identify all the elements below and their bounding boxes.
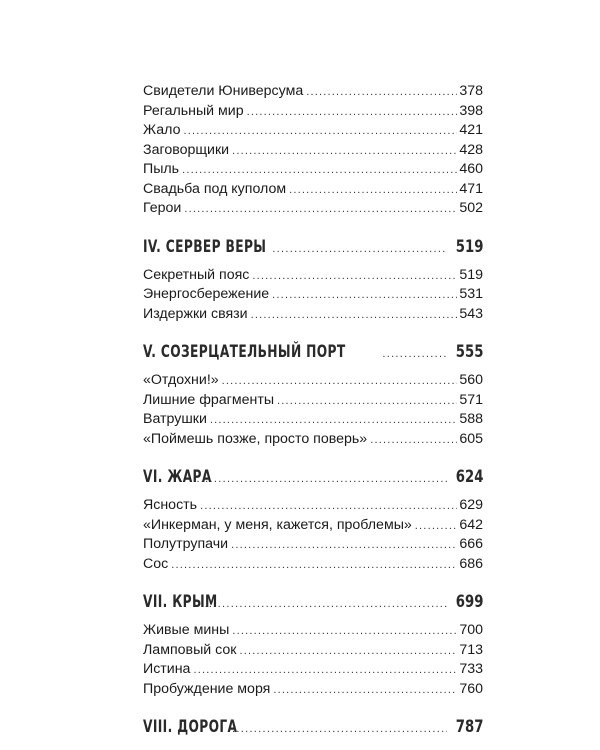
dot-leader — [306, 83, 457, 103]
dot-leader — [184, 200, 457, 220]
toc-entry-page: 421 — [459, 122, 483, 138]
toc-entry-title: Жало — [143, 122, 181, 138]
toc-entry-page: 571 — [459, 391, 483, 408]
toc-entry — [143, 516, 483, 536]
toc-entry — [143, 430, 483, 450]
dot-leader — [239, 642, 457, 662]
dot-leader — [222, 372, 458, 392]
toc-section-heading — [143, 584, 483, 620]
toc-entry-page: 519 — [459, 266, 483, 283]
dot-leader — [272, 286, 457, 306]
toc-entry — [143, 641, 483, 661]
toc-entry-title: Издержки связи — [143, 305, 248, 322]
toc-entry-page: 760 — [459, 680, 483, 697]
toc-entry-page: 428 — [459, 141, 483, 158]
toc-entry-page: 460 — [459, 161, 483, 177]
toc-entry-page: 588 — [459, 411, 483, 427]
toc-entry-page: 700 — [459, 622, 483, 638]
toc-entry — [143, 621, 483, 641]
toc-section-page: 624 — [455, 467, 483, 487]
toc-entry-title: Энергосбережение — [143, 286, 270, 302]
toc-entry — [143, 180, 483, 200]
dot-leader — [247, 103, 458, 123]
toc-entry-title: «Инкерман, у меня, кажется, проблемы» — [143, 516, 412, 533]
toc-entry-title: Заговорщики — [143, 141, 230, 158]
toc-entry — [143, 141, 483, 161]
toc-entry-page: 629 — [459, 497, 483, 513]
toc-entry-title: Пыль — [143, 161, 180, 177]
toc-section-heading — [143, 229, 483, 265]
toc-section-title: VIII. ДОРОГА — [143, 717, 238, 737]
toc-entry-page: 378 — [459, 83, 483, 99]
dot-leader — [196, 461, 446, 497]
dot-leader — [232, 142, 457, 162]
toc-section-page: 699 — [455, 592, 483, 612]
toc-entry-title: Регальный мир — [143, 102, 244, 119]
dot-leader — [232, 711, 446, 747]
dot-leader — [289, 181, 457, 201]
toc-entry-title: Герои — [143, 200, 182, 216]
toc-entry-title: Истина — [143, 661, 191, 677]
dot-leader — [210, 411, 457, 431]
toc-entry-title: Лишние фрагменты — [143, 391, 275, 408]
toc-entry — [143, 660, 483, 680]
toc-entry-page: 605 — [459, 430, 483, 447]
dot-leader — [277, 392, 457, 412]
toc-entry — [143, 371, 483, 391]
toc-entry-page: 543 — [459, 305, 483, 322]
dot-leader — [171, 556, 457, 576]
toc-entry-title: Ватрушки — [143, 411, 207, 427]
toc-entry — [143, 199, 483, 219]
toc-entry-title: Пробуждение моря — [143, 680, 271, 697]
toc-entry-page: 642 — [459, 516, 483, 533]
toc-entry-title: «Отдохни!» — [143, 372, 219, 388]
toc-section-heading — [143, 334, 483, 370]
toc-entry-title: Свадьба под куполом — [143, 180, 287, 197]
toc-entry — [143, 285, 483, 305]
toc-entry-title: Секретный пояс — [143, 266, 250, 283]
toc-entry — [143, 121, 483, 141]
dot-leader — [252, 267, 457, 287]
table-of-contents — [143, 82, 483, 746]
dot-leader — [370, 431, 457, 451]
dot-leader — [382, 336, 446, 372]
toc-entry — [143, 305, 483, 325]
toc-entry-page: 666 — [459, 536, 483, 552]
toc-entry — [143, 82, 483, 102]
toc-entry — [143, 160, 483, 180]
toc-entry-page: 502 — [459, 200, 483, 216]
toc-section-title: IV. СЕРВЕР ВЕРЫ — [143, 236, 267, 257]
toc-entry — [143, 496, 483, 516]
toc-entry-title: Полутрупачи — [143, 536, 229, 552]
toc-entry — [143, 555, 483, 575]
toc-entry — [143, 410, 483, 430]
toc-entry-title: Свидетели Юниверсума — [143, 83, 304, 99]
toc-entry — [143, 102, 483, 122]
toc-entry — [143, 391, 483, 411]
toc-section-title: VII. КРЫМ — [143, 592, 218, 612]
dot-leader — [415, 517, 458, 537]
toc-entry-title: Ламповый сок — [143, 641, 237, 658]
toc-entry-page: 686 — [459, 555, 483, 572]
toc-entry-title: «Поймешь позже, просто поверь» — [143, 430, 368, 447]
toc-entry — [143, 680, 483, 700]
toc-entry-title: Ясность — [143, 497, 198, 513]
dot-leader — [205, 586, 447, 622]
dot-leader — [200, 497, 457, 517]
toc-entry-title: Живые мины — [143, 622, 230, 638]
toc-entry-page: 531 — [459, 286, 483, 302]
toc-section-heading — [143, 459, 483, 495]
dot-leader — [251, 306, 458, 326]
toc-entry-page: 471 — [459, 180, 483, 197]
toc-section-page: 787 — [455, 717, 483, 737]
toc-entry — [143, 266, 483, 286]
toc-section-page: 519 — [455, 236, 483, 257]
toc-section-page: 555 — [455, 342, 483, 362]
toc-entry-page: 398 — [459, 102, 483, 119]
toc-entry — [143, 535, 483, 555]
toc-entry-title: Сос — [143, 555, 169, 572]
dot-leader — [193, 661, 457, 681]
toc-entry-page: 713 — [459, 641, 483, 658]
dot-leader — [183, 122, 457, 142]
dot-leader — [272, 231, 446, 267]
toc-section-title: VI. ЖАРА — [143, 467, 212, 487]
dot-leader — [231, 536, 457, 556]
toc-entry-page: 733 — [459, 661, 483, 677]
dot-leader — [232, 622, 457, 642]
dot-leader — [182, 161, 457, 181]
toc-section-heading — [143, 709, 483, 745]
toc-section-title: V. СОЗЕРЦАТЕЛЬНЫЙ ПОРТ — [143, 342, 346, 362]
dot-leader — [273, 681, 457, 701]
toc-entry-page: 560 — [459, 372, 483, 388]
